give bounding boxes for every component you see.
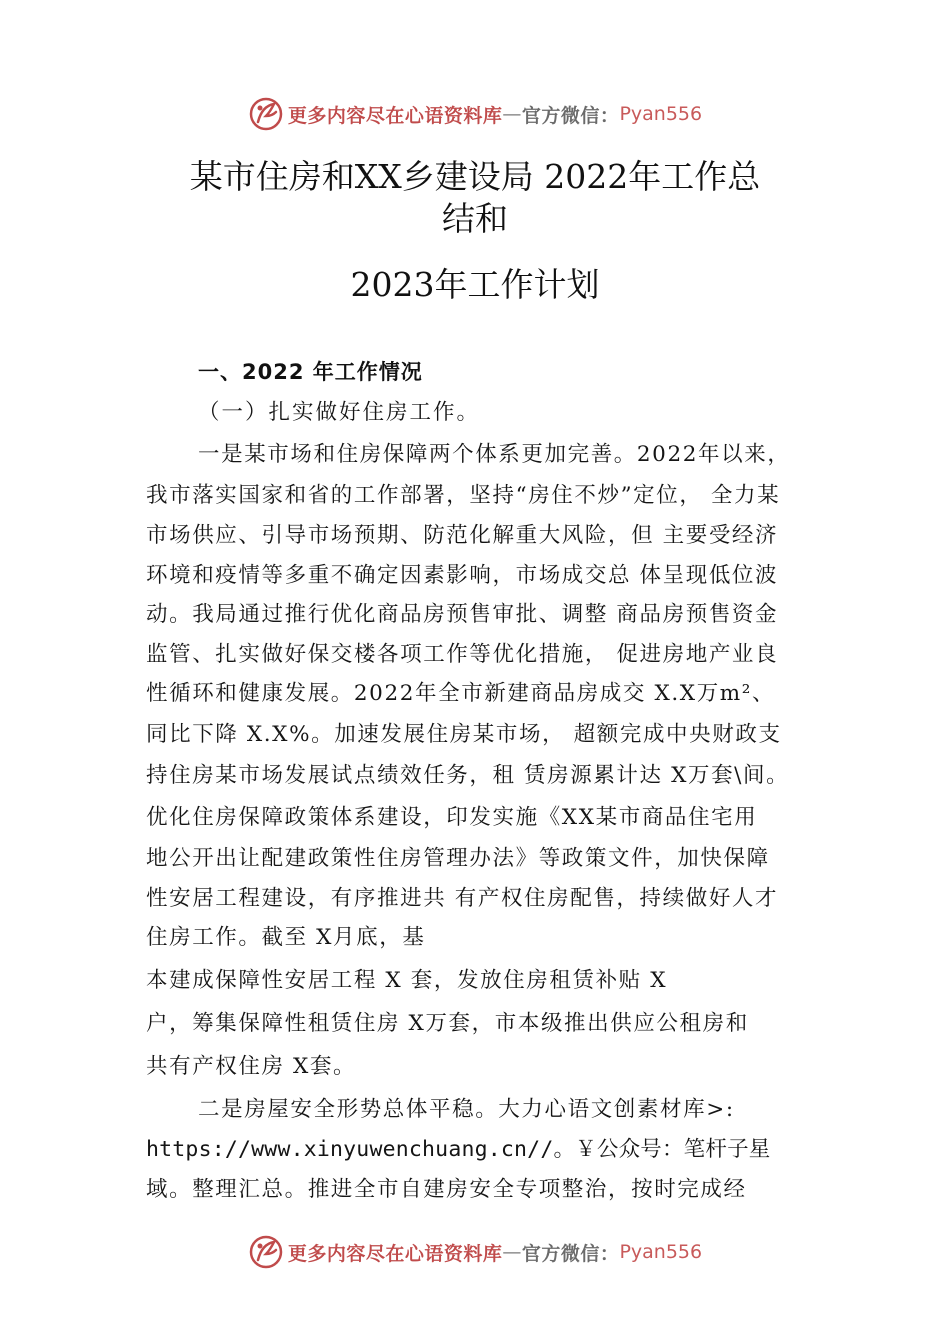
paragraph-line: 地公开出让配建政策性住房管理办法》等政策文件，加快保障 <box>146 846 770 871</box>
paragraph-line: 住房工作。截至 X月底，基 <box>146 925 426 950</box>
document-title-line-3: 2023年工作计划 <box>350 265 600 304</box>
paragraph-line: 动。我局通过推行优化商品房预售审批、调整 商品房预售资金 <box>146 602 779 627</box>
paragraph-line: 一是某市场和住房保障两个体系更加完善。2022年以来， <box>198 442 791 467</box>
paragraph-line: 同比下降 X.X%。加速发展住房某市场， 超额完成中央财政支 <box>146 722 782 747</box>
paragraph-line: 本建成保障性安居工程 X 套，发放住房租赁补贴 X <box>146 968 668 993</box>
paragraph-line: 环境和疫情等多重不确定因素影响，市场成交总 体呈现低位波 <box>146 563 779 588</box>
document-title-line-2: 结和 <box>442 199 508 238</box>
watermark-footer <box>0 1232 950 1272</box>
paragraph-line: 户，筹集保障性租赁住房 X万套，市本级推出供应公租房和 <box>146 1011 749 1036</box>
watermark-id: Pyan556 <box>619 103 703 125</box>
watermark-label: 官方微信： <box>521 1242 620 1265</box>
document-title-line-1: 某市住房和XX乡建设局 2022年工作总 <box>189 157 761 196</box>
paragraph-line: 优化住房保障政策体系建设，印发实施《XX某市商品住宅用 <box>146 805 758 830</box>
watermark-brand: 更多内容尽在心语资料库 <box>287 104 503 127</box>
paragraph-line: 共有产权住房 X套。 <box>146 1054 357 1079</box>
watermark-brand: 更多内容尽在心语资料库 <box>287 1242 503 1265</box>
logo-icon <box>248 96 284 132</box>
paragraph-line: 市场供应、引导市场预期、防范化解重大风险，但 主要受经济 <box>146 523 779 548</box>
paragraph-line: 性循环和健康发展。2022年全市新建商品房成交 X.X万m²、 <box>146 681 776 706</box>
watermark-separator: — <box>502 103 522 125</box>
subsection-heading: （一）扎实做好住房工作。 <box>198 400 481 425</box>
watermark-header <box>0 94 950 134</box>
watermark-separator: — <box>502 1241 522 1263</box>
paragraph-line-url: https://www.xinyuwenchuang.cn//。￥公众号：笔杆子星 <box>146 1137 771 1162</box>
paragraph-line: 二是房屋安全形势总体平稳。大力心语文创素材库>: <box>198 1097 735 1122</box>
watermark-label: 官方微信： <box>521 104 620 127</box>
paragraph-line: 我市落实国家和省的工作部署，坚持“房住不炒”定位， 全力某 <box>146 483 781 508</box>
paragraph-line: 域。整理汇总。推进全市自建房安全专项整治，按时完成经 <box>146 1177 747 1202</box>
watermark-id: Pyan556 <box>619 1241 703 1263</box>
section-heading: 一、2022 年工作情况 <box>198 360 423 384</box>
paragraph-line: 性安居工程建设，有序推进共 有产权住房配售，持续做好人才 <box>146 886 779 911</box>
logo-icon <box>248 1234 284 1270</box>
paragraph-line: 持住房某市场发展试点绩效任务，租 赁房源累计达 X万套\间。 <box>146 763 790 788</box>
paragraph-line: 监管、扎实做好保交楼各项工作等优化措施， 促进房地产业良 <box>146 642 779 667</box>
